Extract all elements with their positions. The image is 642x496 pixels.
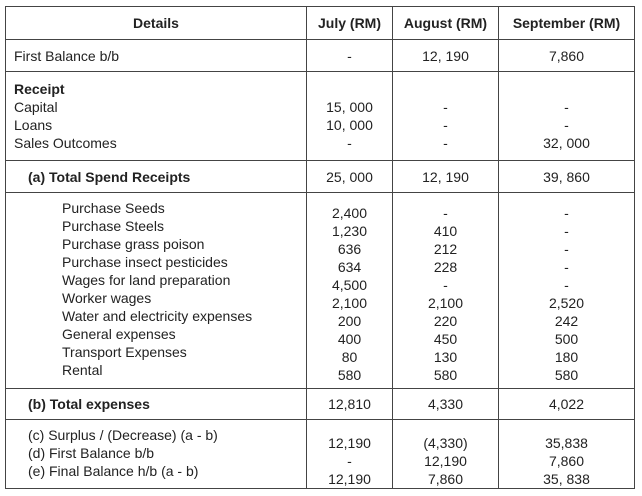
expense-july-value: 2,100	[331, 295, 368, 311]
expense-august	[393, 193, 499, 389]
expense-label: General expenses	[62, 326, 176, 342]
expense-july-value: 634	[337, 259, 362, 275]
total-expenses-label: (b) Total expenses	[6, 389, 307, 420]
expenses-row	[6, 193, 635, 389]
final-balance-label: (e) Final Balance h/b (a - b)	[28, 463, 199, 479]
header-august: August (RM)	[393, 7, 499, 40]
total-expenses-august: 4,330	[393, 389, 499, 420]
summary-first-balance-label: (d) First Balance b/b	[28, 445, 155, 461]
expense-july-value: 636	[337, 241, 362, 257]
first-balance-label: First Balance b/b	[6, 40, 307, 72]
receipt-loans-august: -	[443, 117, 448, 133]
receipt-capital-label: Capital	[14, 99, 58, 115]
expense-july-value: 580	[337, 367, 362, 383]
surplus-label: (c) Surplus / (Decrease) (a - b)	[28, 427, 218, 443]
expense-august-value: -	[443, 205, 448, 221]
expense-label: Water and electricity expenses	[62, 308, 253, 324]
receipt-capital-september: -	[564, 99, 569, 115]
expense-august-value: 220	[433, 313, 458, 329]
total-receipts-label: (a) Total Spend Receipts	[6, 161, 307, 193]
expense-label: Rental	[62, 362, 103, 378]
receipt-loans-july: 10, 000	[326, 117, 373, 133]
first-balance-row	[6, 40, 635, 72]
final-balance-july: 12,190	[328, 471, 371, 487]
expense-september	[499, 193, 635, 389]
expense-september-value: 242	[554, 313, 579, 329]
expense-label: Worker wages	[62, 290, 152, 306]
receipt-title: Receipt	[14, 81, 65, 97]
expense-july-value: 400	[337, 331, 362, 347]
expense-july-value: 4,500	[331, 277, 368, 293]
expense-september-value: 180	[554, 349, 579, 365]
total-receipts-august: 12, 190	[393, 161, 499, 193]
expense-august-value: 450	[433, 331, 458, 347]
expense-label: Purchase insect pesticides	[62, 254, 228, 270]
summary-july	[307, 420, 393, 489]
summary-first-balance-august: 12,190	[424, 453, 467, 469]
first-balance-september: 7,860	[499, 40, 635, 72]
expense-september-value: 500	[554, 331, 579, 347]
summary-september	[499, 420, 635, 489]
total-expenses-september: 4,022	[499, 389, 635, 420]
surplus-august: (4,330)	[423, 435, 468, 451]
expense-july-value: 200	[337, 313, 362, 329]
expense-label: Wages for land preparation	[62, 272, 231, 288]
expense-september-value: -	[564, 205, 569, 221]
expense-label: Purchase Steels	[62, 218, 164, 234]
receipt-loans-september: -	[564, 117, 569, 133]
summary-row	[6, 420, 635, 489]
receipt-labels	[6, 72, 307, 161]
receipt-sales-august: -	[443, 135, 448, 151]
header-july: July (RM)	[307, 7, 393, 40]
receipt-capital-july: 15, 000	[326, 99, 373, 115]
first-balance-july: -	[307, 40, 393, 72]
expense-label: Transport Expenses	[62, 344, 187, 360]
expense-september-value: -	[564, 259, 569, 275]
total-receipts-row	[6, 161, 635, 193]
total-expenses-row	[6, 389, 635, 420]
expense-august-value: 130	[433, 349, 458, 365]
receipt-sales-label: Sales Outcomes	[14, 135, 117, 151]
receipt-capital-august: -	[443, 99, 448, 115]
expense-september-value: -	[564, 277, 569, 293]
expense-august-value: 410	[433, 223, 458, 239]
header-row	[6, 7, 635, 40]
total-receipts-july: 25, 000	[307, 161, 393, 193]
cash-flow-table	[5, 6, 635, 489]
summary-august	[393, 420, 499, 489]
final-balance-august: 7,860	[427, 471, 464, 487]
expense-august-value: 2,100	[427, 295, 464, 311]
total-expenses-july: 12,810	[307, 389, 393, 420]
surplus-september: 35,838	[545, 435, 588, 451]
receipt-loans-label: Loans	[14, 117, 53, 133]
receipt-september	[499, 72, 635, 161]
total-receipts-september: 39, 860	[499, 161, 635, 193]
receipt-sales-september: 32, 000	[543, 135, 590, 151]
summary-labels	[6, 420, 307, 489]
expense-august-value: 580	[433, 367, 458, 383]
expense-labels	[6, 193, 307, 389]
expense-august-value: -	[443, 277, 448, 293]
receipt-august	[393, 72, 499, 161]
header-details: Details	[6, 7, 307, 40]
first-balance-august: 12, 190	[393, 40, 499, 72]
expense-label: Purchase grass poison	[62, 236, 205, 252]
receipt-july	[307, 72, 393, 161]
expense-september-value: 2,520	[548, 295, 585, 311]
expense-july-value: 1,230	[331, 223, 368, 239]
expense-july-value: 80	[341, 349, 358, 365]
final-balance-september: 35, 838	[543, 471, 590, 487]
header-september: September (RM)	[499, 7, 635, 40]
summary-first-balance-july: -	[347, 453, 352, 469]
expense-september-value: -	[564, 241, 569, 257]
receipt-row	[6, 72, 635, 161]
summary-first-balance-september: 7,860	[548, 453, 585, 469]
surplus-july: 12,190	[328, 435, 371, 451]
expense-september-value: 580	[554, 367, 579, 383]
receipt-sales-july: -	[347, 135, 352, 151]
expense-label: Purchase Seeds	[62, 200, 165, 216]
expense-august-value: 228	[433, 259, 458, 275]
expense-july	[307, 193, 393, 389]
expense-september-value: -	[564, 223, 569, 239]
expense-july-value: 2,400	[331, 205, 368, 221]
expense-august-value: 212	[433, 241, 458, 257]
